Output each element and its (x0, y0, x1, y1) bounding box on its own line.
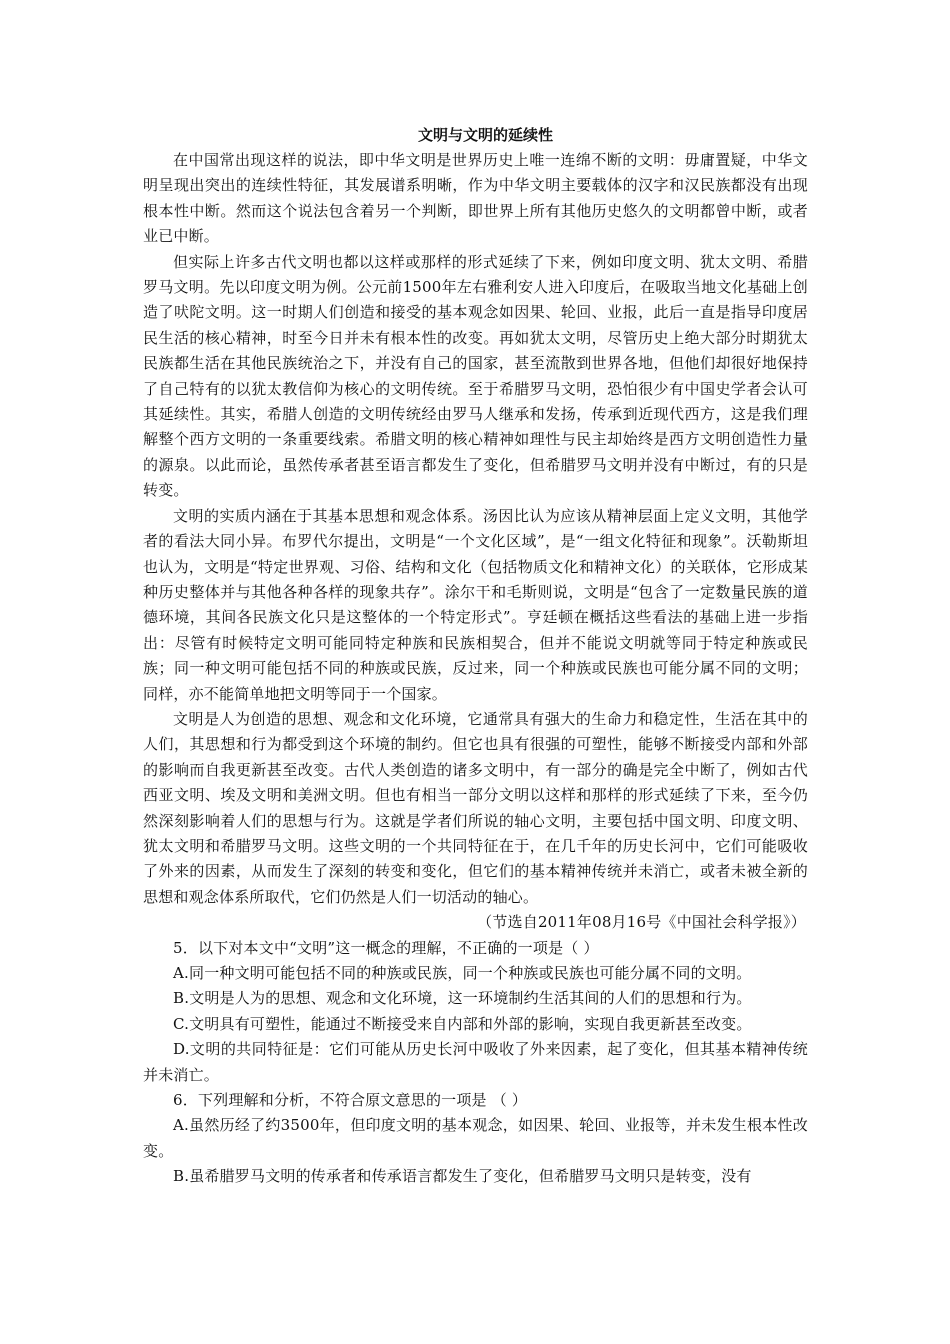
article-paragraph-3: 文明的实质内涵在于其基本思想和观念体系。汤因比认为应该从精神层面上定义文明，其他学者的看法大同小异。布罗代尔提出，文明是“一个文化区域”，是“一组文化特征和现象”。沃勒斯坦也认为，文明是“特定世界观、习俗、结构和文化（包括物质文化和精神文化）的关联体，它形成某种历史整体并与其他各种各样的现象共存”。涂尔干和毛斯则说，文明是“包含了一定数量民族的道德环境，其间各民族文化只是这整体的一个特定形式”。亨廷顿在概括这些看法的基础上进一步指出：尽管有时候特定文明可能同特定种族和民族相契合，但并不能说文明就等同于特定种族或民族；同一种文明可能包括不同的种族或民族，反过来，同一个种族或民族也可能分属不同的文明；同样，亦不能简单地把文明等同于一个国家。 (143, 506, 808, 703)
question-5-option-d: D.文明的共同特征是：它们可能从历史长河中吸收了外来因素，起了变化，但其基本精神传统并未消亡。 (143, 1040, 808, 1084)
question-6-option-b: B.虽希腊罗马文明的传承者和传承语言都发生了变化，但希腊罗马文明只是转变，没有 (173, 1167, 752, 1186)
question-6-stem: 6．下列理解和分析，不符合原文意思的一项是 （ ） (173, 1091, 528, 1110)
question-5-stem: 5．以下对本文中“文明”这一概念的理解，不正确的一项是（ ） (173, 938, 599, 957)
question-6-option-a: A.虽然历经了约3500年，但印度文明的基本观念，如因果、轮回、业报等，并未发生根本性改变。 (143, 1116, 808, 1160)
document-page (143, 122, 808, 1190)
article-source: （节选自2011年08月16号《中国社会科学报》） (477, 913, 806, 932)
article-paragraph-2: 但实际上许多古代文明也都以这样或那样的形式延续了下来，例如印度文明、犹太文明、希腊罗马文明。先以印度文明为例。公元前1500年左右雅利安人进入印度后，在吸取当地文化基础上创造了吠陀文明。这一时期人们创造和接受的基本观念如因果、轮回、业报，此后一直是指导印度居民生活的核心精神，时至今日并未有根本性的改变。再如犹太文明，尽管历史上绝大部分时期犹太民族都生活在其他民族统治之下，并没有自己的国家，甚至流散到世界各地，但他们却很好地保持了自己特有的以犹太教信仰为核心的文明传统。至于希腊罗马文明，恐怕很少有中国史学者会认可其延续性。其实，希腊人创造的文明传统经由罗马人继承和发扬，传承到近现代西方，这是我们理解整个西方文明的一条重要线索。希腊文明的核心精神如理性与民主却始终是西方文明创造性力量的源泉。以此而论，虽然传承者甚至语言都发生了变化，但希腊罗马文明并没有中断过，有的只是转变。 (143, 252, 808, 500)
question-5-option-a: A.同一种文明可能包括不同的种族或民族，同一个种族或民族也可能分属不同的文明。 (173, 964, 752, 982)
article-title: 文明与文明的延续性 (417, 126, 553, 144)
article-paragraph-4: 文明是人为创造的思想、观念和文化环境，它通常具有强大的生命力和稳定性，生活在其中的人们，其思想和行为都受到这个环境的制约。但它也具有很强的可塑性，能够不断接受内部和外部的影响而自我更新甚至改变。古代人类创造的诸多文明中，有一部分的确是完全中断了，例如古代西亚文明、埃及文明和美洲文明。但也有相当一部分文明以这样和那样的形式延续了下来，至今仍然深刻影响着人们的思想与行为。这就是学者们所说的轴心文明，主要包括中国文明、印度文明、犹太文明和希腊罗马文明。这些文明的一个共同特征在于，在几千年的历史长河中，它们可能吸收了外来的因素，从而发生了深刻的转变和变化，但它们的基本精神传统并未消亡，或者未被全新的思想和观念体系所取代，它们仍然是人们一切活动的轴心。 (143, 709, 808, 906)
question-5-option-c: C.文明具有可塑性，能通过不断接受来自内部和外部的影响，实现自我更新甚至改变。 (173, 1014, 752, 1033)
article-paragraph-1: 在中国常出现这样的说法，即中华文明是世界历史上唯一连绵不断的文明：毋庸置疑，中华文明呈现出突出的连续性特征，其发展谱系明晰，作为中华文明主要载体的汉字和汉民族都没有出现根本性中断。然而这个说法包含着另一个判断，即世界上所有其他历史悠久的文明都曾中断，或者业已中断。 (143, 151, 808, 246)
question-5-option-b: B.文明是人为的思想、观念和文化环境，这一环境制约生活其间的人们的思想和行为。 (173, 989, 752, 1008)
